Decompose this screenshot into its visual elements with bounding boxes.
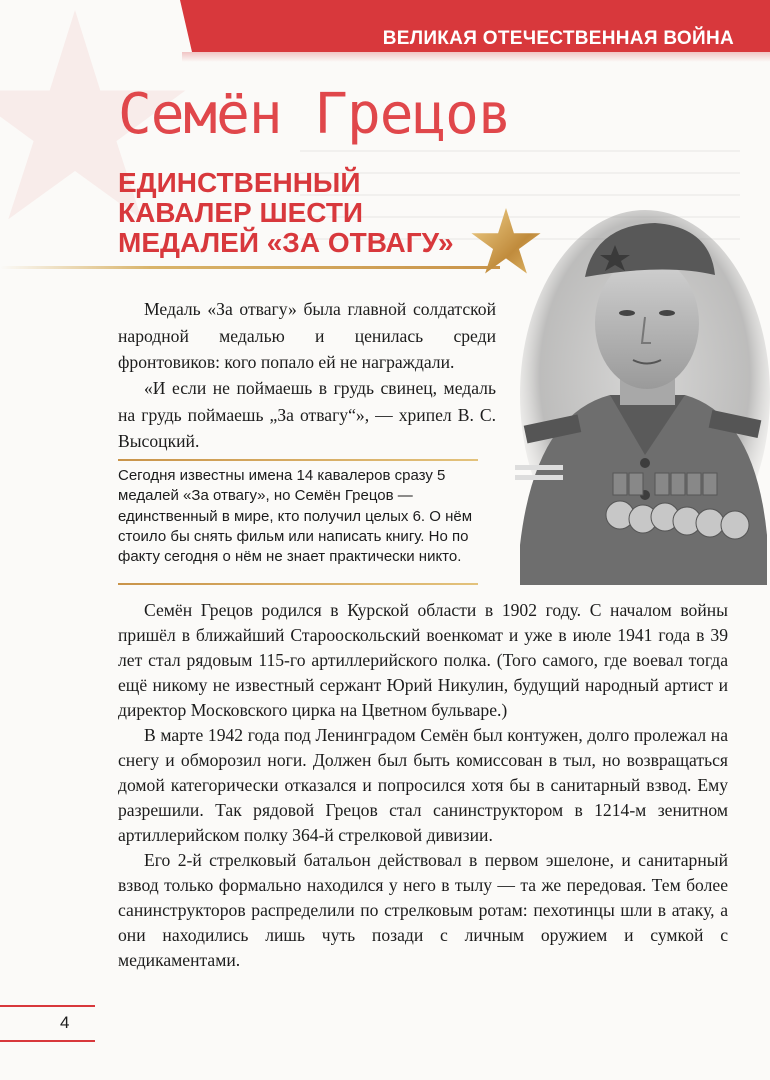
highlight-box: Сегодня известны имена 14 кавалеров сразу 5 медалей «За отвагу», но Семён Грецов — единственный в мире, кто получил целых 6. О нём стоило бы снять фильм или написать книгу. Но по факту сегодня о нём не знает практически никто. <box>118 467 473 566</box>
bio-paragraph: Семён Грецов родился в Курской области в 1902 году. С началом войны пришёл в ближайший Старооскольский военкомат и уже в июле 1941 года в 39 лет стал рядовым 115-го артиллерийского полка. (Того самого, где воевал тогда ещё никому не известный сержант Юрий Никулин, будущий народный артист и директор Московского цирка на Цветном бульваре.) <box>118 600 728 720</box>
subtitle-line: КАВАЛЕР ШЕСТИ <box>118 197 364 228</box>
soldier-portrait <box>515 205 770 585</box>
article-subtitle <box>118 168 478 258</box>
footer-divider <box>0 1040 95 1042</box>
section-title: ВЕЛИКАЯ ОТЕЧЕСТВЕННАЯ ВОЙНА <box>382 28 734 49</box>
gold-divider <box>0 266 500 269</box>
intro-paragraph: Медаль «За отвагу» была главной солдатской народной медалью и ценилась среди фронтовиков: кого попало ей не награждали. <box>118 299 496 372</box>
highlight-divider-bottom <box>118 583 478 585</box>
biography-text <box>118 598 728 973</box>
highlight-divider-top <box>118 459 478 461</box>
page-number: 4 <box>60 1013 70 1032</box>
header-band-shadow <box>182 52 770 62</box>
quote-paragraph: «И если не поймаешь в грудь свинец, медаль на грудь поймаешь „За отвагу“», — хрипел В. С. Высоцкий. <box>118 378 496 451</box>
article-title: Семён Грецов <box>118 82 511 147</box>
footer-divider <box>0 1005 95 1007</box>
bio-paragraph: В марте 1942 года под Ленинградом Семён был контужен, долго пролежал на снегу и обморозил ноги. Должен был быть комиссован в тыл, но возвращаться домой категорически отказался и попросился хотя бы в санитарный взвод. Ему разрешили. Так рядовой Грецов стал санинструктором в 1214-м зенитном артиллерийском полку 364-й стрелковой дивизии. <box>118 725 728 845</box>
subtitle-line: ЕДИНСТВЕННЫЙ <box>118 167 361 198</box>
bio-paragraph: Его 2-й стрелковый батальон действовал в первом эшелоне, и санитарный взвод только формально находился у него в тылу — та же передовая. Тем более санинструкторов распределили по стрелковым ротам: пехотинцы шли в атаку, а они находились лишь чуть позади с личным оружием и сумкой с медикаментами. <box>118 850 728 970</box>
subtitle-line: МЕДАЛЕЙ «ЗА ОТВАГУ» <box>118 227 454 258</box>
